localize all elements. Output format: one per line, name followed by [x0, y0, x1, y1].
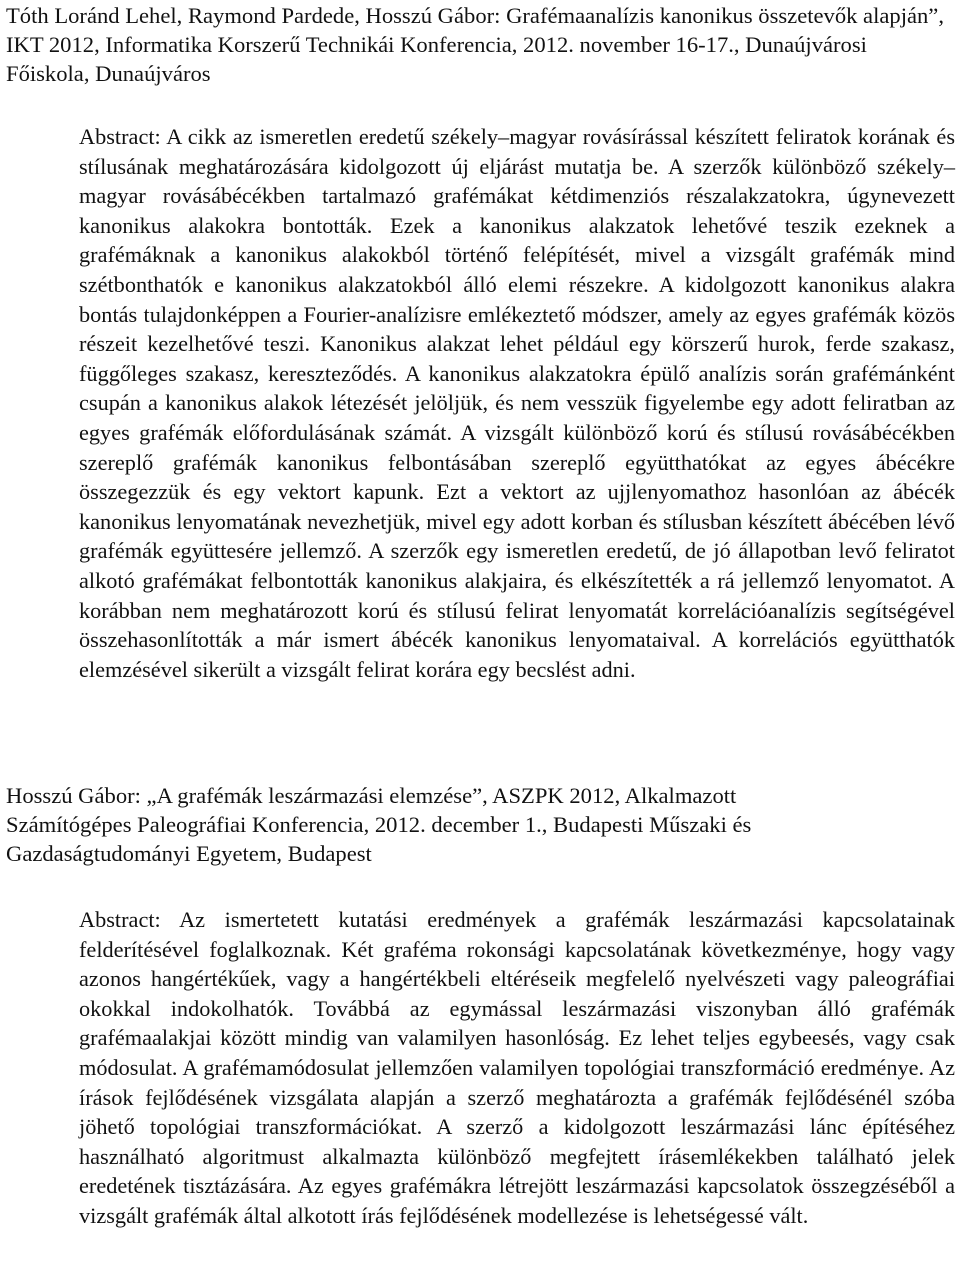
abstract-2: Abstract: Az ismertetett kutatási eredmények a grafémák leszármazási kapcsolatainak felderítésével foglalkoznak. Két grafémа rokonsági kapcsolatának következménye, hogy vagy azonos hangértékűek, vagy a hangértékbeli eltéréseik megfelelő nyelvészeti vagy paleográfiai okokkal indokolhatók. Továbbá az egymással leszármazási viszonyban álló grafémák grafémaalakjai között mindig van valamilyen hasonlóság. Ez lehet teljes egybeesés, vagy csak módosulat. A grafémamódosulat jellemzően valamilyen topológiai transzformáció eredménye. Az írások fejlődésének vizsgálata alapján a szerző meghatározta a grafémák fejlődésénél szóba jöhető topológiai transzformációkat. A szerző a kidolgozott leszármazási lánc építéséhez használható algoritmust alkalmazta különböző megfejtett írásemlékekben található jelek eredetének tisztázására. Az egyes grafémákra létrejött leszármazási kapcsolatok összegzéséből a vizsgált grafémák által alkotott írás fejlődésének modellezése is lehetségessé vált.	[79, 907, 955, 1228]
reference-2: Hosszú Gábor: „A grafémák leszármazási elemzése”, ASZPK 2012, Alkalmazott Számítógépes Paleográfiai Konferencia, 2012. december 1., Budapesti Műszaki és Gazdaságtudományi Egyetem, Budapest	[6, 783, 752, 866]
abstract-1: Abstract: A cikk az ismeretlen eredetű székely–magyar rovásírással készített feliratok korának és stílusának meghatározására kidolgozott új eljárást mutatja be. A szerzők különböző székely–magyar rovásábécékben tartalmazó grafémákat kétdimenziós részalakzatokra, úgynevezett kanonikus alakokra bontották. Ezek a kanonikus alakzatok lehetővé teszik ezeknek a grafémáknak a kanonikus alakokból történő felépítését, mivel a vizsgált grafémák mind szétbonthatók e kanonikus alakzatokból álló elemi részekre. A kidolgozott kanonikus alakra bontás tulajdonképpen a Fourier-analízisre emlékeztető módszer, amely az egyes grafémák közös részeit kezelhetővé teszi. Kanonikus alakzat lehet például egy körszerű hurok, ferde szakasz, függőleges szakasz, kereszteződés. A kanonikus alakzatokra épülő analízis során grafémánként csupán a kanonikus alakok létezését jelöljük, és nem vesszük figyelembe egy adott feliratban az egyes grafémák előfordulásának számát. A vizsgált különböző korú és stílusú rovásábécékben szereplő grafémák kanonikus felbontásában szereplő együtthatókat az egyes ábécékre összegezzük és egy vektort kapunk. Ezt a vektort az ujjlenyomathoz hasonlóan az ábécék kanonikus lenyomatának nevezhetjük, mivel egy adott korban és stílusban készített ábécében lévő grafémák együttesére jellemző. A szerzők egy ismeretlen eredetű, de jó állapotban levő feliratot alkotó grafémákat felbontották kanonikus alakjaira, és elkészítették a rá jellemző lenyomatot. A korábban nem meghatározott korú és stílusú felirat lenyomatát korrelációanalízis segítségével összehasonlították a már ismert ábécék kanonikus lenyomataival. A korrelációs együtthatók elemzésével sikerült a vizsgált felirat korára egy becslést adni.	[79, 124, 955, 682]
reference-1: Tóth Loránd Lehel, Raymond Pardede, Hosszú Gábor: Grafémaanalízis kanonikus összetevők alapján”, IKT 2012, Informatika Korszerű Technikái Konferencia, 2012. november 16-17., Dunaújvárosi Főiskola, Dunaújváros	[6, 3, 944, 86]
